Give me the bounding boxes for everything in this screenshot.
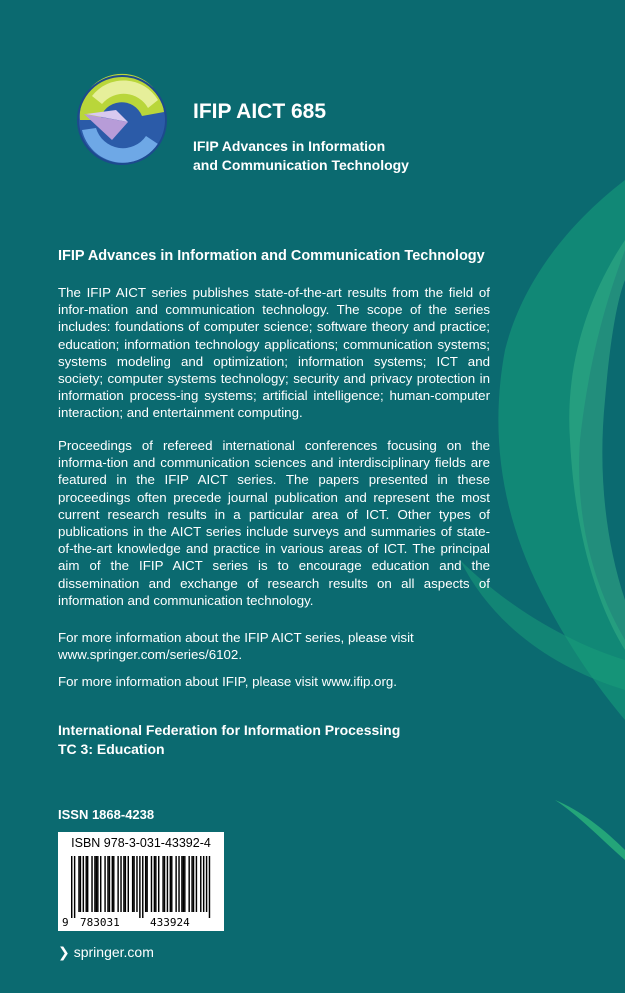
barcode-bar [175,856,176,912]
federation-name: International Federation for Information Processing [58,722,401,738]
barcode-bar [154,856,155,912]
barcode-bar [158,856,159,912]
barcode-bar [183,856,184,912]
barcode-bar [80,856,81,912]
barcode-bar [145,856,146,912]
barcode-bar [164,856,165,912]
barcode-bar [83,856,84,912]
barcode-bar [209,856,210,918]
barcode-bar [107,856,108,912]
barcode-bar [100,856,101,912]
barcode-box [58,832,224,931]
barcode-bar [71,856,72,918]
barcode-bar [74,856,75,918]
barcode-bar [120,856,121,912]
barcode-bar [139,856,140,918]
info-series-link [58,629,498,663]
barcode-bar [123,856,124,912]
series-subtitle [193,137,493,175]
series-title: IFIP AICT 685 [193,100,327,123]
barcode-bar [178,856,179,912]
barcode-bar [112,856,113,912]
barcode-bar [203,856,204,912]
section-heading: IFIP Advances in Information and Communication Technology [58,248,485,264]
isbn-number: ISBN 978-3-031-43392-4 [71,836,211,850]
barcode-bars [71,856,210,918]
federation-info [58,721,400,759]
info-ifip-link[interactable]: For more information about IFIP, please visit www.ifip.org. [58,674,397,689]
barcode-bar [97,856,98,912]
series-subtitle-line1: IFIP Advances in Information [193,138,386,154]
barcode-bar [181,856,182,912]
barcode-lead-digit: 9 [62,916,69,929]
barcode-bar [170,856,171,912]
barcode-bar [125,856,126,912]
barcode-bar [206,856,207,912]
paragraph-series-scope: The IFIP AICT series publishes state-of-the-art results from the field of infor-mation and communication technology. The scope of the series includes: foundations of computer science; software theory and practice; education; information technology applications; communication systems; systems modeling and optimization; information systems; ICT and society; computer systems technology; security and privacy protection in information process-ing systems; artificial intelligence; human-computer interaction; and entertainment computing. [58,285,490,421]
barcode-bar [162,856,163,912]
barcode-bar [191,856,192,912]
springer-website[interactable]: springer.com [73,944,154,960]
springer-link[interactable] [58,944,154,961]
barcode-bar [117,856,118,912]
issn-number: ISSN 1868-4238 [58,807,155,822]
barcode-bar [91,856,92,912]
barcode-bar [151,856,152,912]
barcode-bar [133,856,134,912]
barcode-group2: 433924 [150,916,190,929]
barcode-bar [96,856,97,912]
series-subtitle-line2: and Communication Technology [193,157,409,173]
barcode-bar [146,856,147,912]
ifip-globe-logo-icon [72,70,172,170]
barcode-bar [167,856,168,912]
chevron-right-icon: ❯ [58,944,70,960]
barcode-bar [142,856,143,918]
barcode-bar [109,856,110,912]
barcode-bar [184,856,185,912]
barcode-bar [200,856,201,912]
technical-committee: TC 3: Education [58,741,165,757]
barcode-bar [128,856,129,912]
barcode-bar [193,856,194,912]
info-series-line1: For more information about the IFIP AICT series, please visit [58,630,414,645]
paragraph-proceedings: Proceedings of refereed international conferences focusing on the informa-tion and communication sciences and interdisciplinary fields are featured in the IFIP AICT series. The papers presented in these proceedings often precede journal publication and represent the most current research results in a particular area of ICT. Other types of publications in the AICT series include surveys and summaries of state-of-the-art knowledge and practice in various areas of ICT. The principal aim of the IFIP AICT series is to encourage education and the dissemination and exchange of research results on all aspects of information and communication technology. [58,438,490,608]
barcode-bar [78,856,79,912]
barcode-bar [196,856,197,912]
barcode-bar [132,856,133,912]
barcode-bar [171,856,172,912]
barcode-bar [136,856,137,912]
barcode-bar [104,856,105,912]
barcode-bar [94,856,95,912]
barcode-bar [86,856,87,912]
barcode-bar [113,856,114,912]
barcode-bar [155,856,156,912]
barcode-group1: 783031 [80,916,120,929]
info-series-url[interactable]: www.springer.com/series/6102. [58,647,243,663]
barcode-bar [188,856,189,912]
barcode-bar [87,856,88,912]
